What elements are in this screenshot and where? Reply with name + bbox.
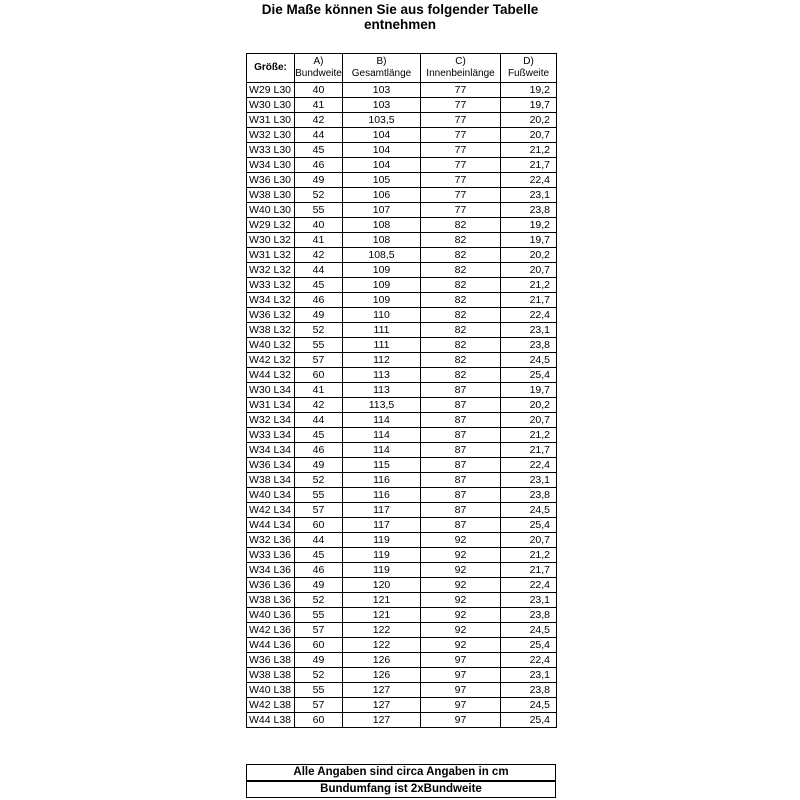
cell-fussweite: 24,5 <box>501 698 557 713</box>
table-row <box>247 113 557 128</box>
cell-gesamtlaenge: 121 <box>343 593 421 608</box>
cell-size: W44 L38 <box>247 713 295 728</box>
column-letter-c: C) <box>455 56 466 67</box>
cell-innenbeinlaenge: 77 <box>421 98 501 113</box>
cell-fussweite: 20,2 <box>501 248 557 263</box>
cell-innenbeinlaenge: 87 <box>421 398 501 413</box>
cell-innenbeinlaenge: 92 <box>421 623 501 638</box>
table-row <box>247 98 557 113</box>
table-row <box>247 578 557 593</box>
cell-size: W33 L36 <box>247 548 295 563</box>
cell-gesamtlaenge: 117 <box>343 503 421 518</box>
cell-bundweite: 46 <box>295 563 343 578</box>
table-row <box>247 308 557 323</box>
cell-innenbeinlaenge: 87 <box>421 383 501 398</box>
cell-innenbeinlaenge: 77 <box>421 128 501 143</box>
cell-innenbeinlaenge: 87 <box>421 458 501 473</box>
cell-fussweite: 21,2 <box>501 548 557 563</box>
cell-bundweite: 49 <box>295 173 343 188</box>
cell-size: W32 L36 <box>247 533 295 548</box>
cell-innenbeinlaenge: 82 <box>421 233 501 248</box>
table-row <box>247 278 557 293</box>
table-row <box>247 623 557 638</box>
cell-bundweite: 45 <box>295 428 343 443</box>
cell-gesamtlaenge: 121 <box>343 608 421 623</box>
cell-fussweite: 22,4 <box>501 578 557 593</box>
cell-size: W32 L34 <box>247 413 295 428</box>
cell-fussweite: 24,5 <box>501 353 557 368</box>
cell-bundweite: 42 <box>295 113 343 128</box>
cell-gesamtlaenge: 122 <box>343 623 421 638</box>
cell-innenbeinlaenge: 92 <box>421 533 501 548</box>
cell-innenbeinlaenge: 82 <box>421 293 501 308</box>
cell-innenbeinlaenge: 87 <box>421 443 501 458</box>
cell-bundweite: 55 <box>295 608 343 623</box>
cell-size: W31 L30 <box>247 113 295 128</box>
cell-gesamtlaenge: 116 <box>343 488 421 503</box>
table-row <box>247 713 557 728</box>
cell-innenbeinlaenge: 92 <box>421 638 501 653</box>
cell-innenbeinlaenge: 82 <box>421 353 501 368</box>
cell-size: W32 L32 <box>247 263 295 278</box>
cell-gesamtlaenge: 114 <box>343 428 421 443</box>
cell-fussweite: 22,4 <box>501 653 557 668</box>
cell-size: W34 L36 <box>247 563 295 578</box>
table-row <box>247 533 557 548</box>
cell-innenbeinlaenge: 87 <box>421 503 501 518</box>
table-row <box>247 653 557 668</box>
cell-size: W40 L36 <box>247 608 295 623</box>
cell-bundweite: 55 <box>295 683 343 698</box>
cell-bundweite: 52 <box>295 473 343 488</box>
cell-fussweite: 24,5 <box>501 623 557 638</box>
cell-bundweite: 44 <box>295 263 343 278</box>
cell-gesamtlaenge: 111 <box>343 338 421 353</box>
footnote-approximate: Alle Angaben sind circa Angaben in cm <box>246 764 556 781</box>
cell-gesamtlaenge: 108 <box>343 218 421 233</box>
cell-size: W34 L32 <box>247 293 295 308</box>
cell-fussweite: 19,2 <box>501 83 557 98</box>
cell-bundweite: 44 <box>295 128 343 143</box>
cell-gesamtlaenge: 108,5 <box>343 248 421 263</box>
cell-innenbeinlaenge: 87 <box>421 488 501 503</box>
cell-bundweite: 44 <box>295 413 343 428</box>
cell-gesamtlaenge: 119 <box>343 533 421 548</box>
cell-gesamtlaenge: 107 <box>343 203 421 218</box>
column-header-bundweite <box>295 54 343 83</box>
cell-bundweite: 42 <box>295 248 343 263</box>
cell-size: W33 L30 <box>247 143 295 158</box>
table-row <box>247 398 557 413</box>
cell-fussweite: 23,1 <box>501 668 557 683</box>
cell-size: W38 L34 <box>247 473 295 488</box>
footnote-waist-circumference: Bundumfang ist 2xBundweite <box>246 781 556 798</box>
cell-fussweite: 23,8 <box>501 608 557 623</box>
cell-fussweite: 23,1 <box>501 473 557 488</box>
table-row <box>247 608 557 623</box>
cell-innenbeinlaenge: 77 <box>421 203 501 218</box>
cell-bundweite: 49 <box>295 458 343 473</box>
cell-fussweite: 23,8 <box>501 338 557 353</box>
cell-bundweite: 44 <box>295 533 343 548</box>
cell-innenbeinlaenge: 97 <box>421 653 501 668</box>
cell-gesamtlaenge: 105 <box>343 173 421 188</box>
cell-fussweite: 22,4 <box>501 458 557 473</box>
cell-bundweite: 55 <box>295 338 343 353</box>
cell-innenbeinlaenge: 82 <box>421 263 501 278</box>
cell-fussweite: 25,4 <box>501 368 557 383</box>
cell-bundweite: 55 <box>295 488 343 503</box>
table-row <box>247 338 557 353</box>
cell-bundweite: 42 <box>295 398 343 413</box>
table-row <box>247 443 557 458</box>
table-row <box>247 668 557 683</box>
size-table-body <box>247 83 557 728</box>
cell-innenbeinlaenge: 77 <box>421 158 501 173</box>
cell-fussweite: 21,7 <box>501 158 557 173</box>
cell-bundweite: 45 <box>295 548 343 563</box>
cell-bundweite: 52 <box>295 668 343 683</box>
cell-size: W30 L30 <box>247 98 295 113</box>
cell-size: W42 L36 <box>247 623 295 638</box>
cell-fussweite: 19,7 <box>501 98 557 113</box>
cell-bundweite: 57 <box>295 623 343 638</box>
cell-innenbeinlaenge: 92 <box>421 593 501 608</box>
cell-size: W42 L32 <box>247 353 295 368</box>
cell-gesamtlaenge: 122 <box>343 638 421 653</box>
cell-size: W36 L38 <box>247 653 295 668</box>
column-label-gesamtlaenge: Gesamtlänge <box>351 68 412 79</box>
table-row <box>247 173 557 188</box>
cell-size: W34 L34 <box>247 443 295 458</box>
table-row <box>247 563 557 578</box>
cell-fussweite: 23,1 <box>501 593 557 608</box>
cell-bundweite: 55 <box>295 203 343 218</box>
cell-size: W40 L34 <box>247 488 295 503</box>
cell-fussweite: 24,5 <box>501 503 557 518</box>
table-row <box>247 503 557 518</box>
cell-innenbeinlaenge: 97 <box>421 713 501 728</box>
cell-size: W42 L34 <box>247 503 295 518</box>
cell-fussweite: 23,8 <box>501 203 557 218</box>
column-label-fussweite: Fußweite <box>507 68 550 79</box>
table-row <box>247 203 557 218</box>
cell-bundweite: 46 <box>295 293 343 308</box>
cell-size: W40 L38 <box>247 683 295 698</box>
cell-innenbeinlaenge: 77 <box>421 83 501 98</box>
cell-gesamtlaenge: 117 <box>343 518 421 533</box>
table-row <box>247 383 557 398</box>
table-row <box>247 518 557 533</box>
cell-gesamtlaenge: 114 <box>343 443 421 458</box>
cell-innenbeinlaenge: 82 <box>421 308 501 323</box>
cell-fussweite: 23,8 <box>501 683 557 698</box>
cell-fussweite: 20,7 <box>501 263 557 278</box>
column-letter-a: A) <box>313 56 324 67</box>
title-line-2: entnehmen <box>363 17 436 32</box>
column-letter-b: B) <box>376 56 387 67</box>
table-row <box>247 428 557 443</box>
cell-gesamtlaenge: 109 <box>343 278 421 293</box>
cell-innenbeinlaenge: 92 <box>421 608 501 623</box>
cell-innenbeinlaenge: 92 <box>421 578 501 593</box>
cell-innenbeinlaenge: 92 <box>421 563 501 578</box>
table-row <box>247 83 557 98</box>
column-header-size: Größe: <box>247 54 295 83</box>
cell-gesamtlaenge: 126 <box>343 653 421 668</box>
cell-fussweite: 19,7 <box>501 383 557 398</box>
cell-fussweite: 19,2 <box>501 218 557 233</box>
cell-bundweite: 41 <box>295 233 343 248</box>
cell-size: W38 L32 <box>247 323 295 338</box>
cell-size: W40 L30 <box>247 203 295 218</box>
cell-bundweite: 45 <box>295 143 343 158</box>
cell-fussweite: 21,7 <box>501 443 557 458</box>
table-row <box>247 233 557 248</box>
cell-fussweite: 21,7 <box>501 293 557 308</box>
cell-gesamtlaenge: 112 <box>343 353 421 368</box>
table-row <box>247 323 557 338</box>
cell-fussweite: 25,4 <box>501 713 557 728</box>
table-row <box>247 473 557 488</box>
cell-gesamtlaenge: 109 <box>343 263 421 278</box>
table-row <box>247 458 557 473</box>
cell-bundweite: 45 <box>295 278 343 293</box>
table-row <box>247 413 557 428</box>
cell-size: W36 L36 <box>247 578 295 593</box>
cell-bundweite: 40 <box>295 218 343 233</box>
cell-innenbeinlaenge: 77 <box>421 188 501 203</box>
cell-size: W38 L36 <box>247 593 295 608</box>
table-row <box>247 353 557 368</box>
cell-bundweite: 41 <box>295 98 343 113</box>
cell-gesamtlaenge: 126 <box>343 668 421 683</box>
table-row <box>247 218 557 233</box>
cell-bundweite: 57 <box>295 698 343 713</box>
column-header-innenbeinlaenge <box>421 54 501 83</box>
cell-bundweite: 46 <box>295 443 343 458</box>
table-row <box>247 683 557 698</box>
cell-gesamtlaenge: 127 <box>343 698 421 713</box>
table-row <box>247 593 557 608</box>
cell-size: W29 L30 <box>247 83 295 98</box>
cell-bundweite: 40 <box>295 83 343 98</box>
cell-innenbeinlaenge: 82 <box>421 323 501 338</box>
cell-size: W36 L30 <box>247 173 295 188</box>
cell-bundweite: 52 <box>295 593 343 608</box>
table-row <box>247 263 557 278</box>
cell-gesamtlaenge: 104 <box>343 143 421 158</box>
cell-gesamtlaenge: 114 <box>343 413 421 428</box>
cell-bundweite: 60 <box>295 368 343 383</box>
cell-innenbeinlaenge: 87 <box>421 473 501 488</box>
cell-innenbeinlaenge: 92 <box>421 548 501 563</box>
cell-innenbeinlaenge: 82 <box>421 218 501 233</box>
cell-size: W40 L32 <box>247 338 295 353</box>
cell-size: W44 L32 <box>247 368 295 383</box>
cell-size: W38 L38 <box>247 668 295 683</box>
cell-size: W31 L34 <box>247 398 295 413</box>
cell-innenbeinlaenge: 97 <box>421 698 501 713</box>
cell-size: W31 L32 <box>247 248 295 263</box>
cell-size: W36 L34 <box>247 458 295 473</box>
table-row <box>247 293 557 308</box>
cell-fussweite: 25,4 <box>501 638 557 653</box>
cell-size: W33 L34 <box>247 428 295 443</box>
table-row <box>247 248 557 263</box>
cell-fussweite: 20,2 <box>501 113 557 128</box>
cell-size: W30 L32 <box>247 233 295 248</box>
cell-innenbeinlaenge: 82 <box>421 368 501 383</box>
cell-fussweite: 20,7 <box>501 128 557 143</box>
cell-innenbeinlaenge: 87 <box>421 428 501 443</box>
cell-size: W44 L36 <box>247 638 295 653</box>
table-header-row <box>247 54 557 83</box>
cell-bundweite: 52 <box>295 323 343 338</box>
cell-size: W36 L32 <box>247 308 295 323</box>
cell-bundweite: 46 <box>295 158 343 173</box>
cell-gesamtlaenge: 109 <box>343 293 421 308</box>
page-title <box>0 2 800 32</box>
table-row <box>247 143 557 158</box>
column-label-bundweite: Bundweite <box>295 68 342 79</box>
cell-bundweite: 41 <box>295 383 343 398</box>
column-header-gesamtlaenge <box>343 54 421 83</box>
cell-innenbeinlaenge: 82 <box>421 278 501 293</box>
size-table <box>246 53 557 728</box>
cell-innenbeinlaenge: 77 <box>421 173 501 188</box>
cell-fussweite: 19,7 <box>501 233 557 248</box>
cell-fussweite: 23,1 <box>501 323 557 338</box>
cell-fussweite: 21,7 <box>501 563 557 578</box>
cell-bundweite: 49 <box>295 578 343 593</box>
cell-size: W38 L30 <box>247 188 295 203</box>
cell-gesamtlaenge: 104 <box>343 158 421 173</box>
cell-gesamtlaenge: 103 <box>343 83 421 98</box>
title-line-1: Die Maße können Sie aus folgender Tabelle <box>261 2 539 17</box>
cell-innenbeinlaenge: 87 <box>421 413 501 428</box>
table-row <box>247 548 557 563</box>
column-label-innenbeinlaenge: Innenbeinlänge <box>426 68 495 79</box>
cell-gesamtlaenge: 103,5 <box>343 113 421 128</box>
cell-fussweite: 20,7 <box>501 533 557 548</box>
table-row <box>247 638 557 653</box>
cell-fussweite: 20,2 <box>501 398 557 413</box>
cell-innenbeinlaenge: 82 <box>421 338 501 353</box>
cell-innenbeinlaenge: 97 <box>421 668 501 683</box>
cell-size: W42 L38 <box>247 698 295 713</box>
column-header-fussweite <box>501 54 557 83</box>
cell-gesamtlaenge: 113 <box>343 383 421 398</box>
cell-bundweite: 60 <box>295 713 343 728</box>
cell-fussweite: 25,4 <box>501 518 557 533</box>
cell-innenbeinlaenge: 97 <box>421 683 501 698</box>
cell-gesamtlaenge: 106 <box>343 188 421 203</box>
table-row <box>247 128 557 143</box>
cell-gesamtlaenge: 119 <box>343 563 421 578</box>
table-row <box>247 188 557 203</box>
cell-fussweite: 21,2 <box>501 143 557 158</box>
cell-size: W33 L32 <box>247 278 295 293</box>
cell-size: W34 L30 <box>247 158 295 173</box>
cell-fussweite: 20,7 <box>501 413 557 428</box>
cell-bundweite: 57 <box>295 503 343 518</box>
cell-size: W29 L32 <box>247 218 295 233</box>
cell-size: W30 L34 <box>247 383 295 398</box>
cell-gesamtlaenge: 108 <box>343 233 421 248</box>
cell-bundweite: 52 <box>295 188 343 203</box>
cell-bundweite: 49 <box>295 653 343 668</box>
cell-gesamtlaenge: 104 <box>343 128 421 143</box>
cell-gesamtlaenge: 127 <box>343 683 421 698</box>
cell-innenbeinlaenge: 77 <box>421 143 501 158</box>
cell-fussweite: 22,4 <box>501 173 557 188</box>
cell-fussweite: 22,4 <box>501 308 557 323</box>
cell-gesamtlaenge: 120 <box>343 578 421 593</box>
cell-bundweite: 57 <box>295 353 343 368</box>
cell-bundweite: 60 <box>295 518 343 533</box>
cell-size: W44 L34 <box>247 518 295 533</box>
table-row <box>247 368 557 383</box>
cell-gesamtlaenge: 127 <box>343 713 421 728</box>
cell-gesamtlaenge: 116 <box>343 473 421 488</box>
cell-size: W32 L30 <box>247 128 295 143</box>
cell-fussweite: 23,8 <box>501 488 557 503</box>
table-row <box>247 488 557 503</box>
cell-fussweite: 21,2 <box>501 278 557 293</box>
cell-gesamtlaenge: 113,5 <box>343 398 421 413</box>
cell-gesamtlaenge: 119 <box>343 548 421 563</box>
cell-bundweite: 60 <box>295 638 343 653</box>
cell-fussweite: 23,1 <box>501 188 557 203</box>
cell-innenbeinlaenge: 82 <box>421 248 501 263</box>
cell-innenbeinlaenge: 77 <box>421 113 501 128</box>
table-row <box>247 698 557 713</box>
cell-bundweite: 49 <box>295 308 343 323</box>
cell-gesamtlaenge: 115 <box>343 458 421 473</box>
cell-gesamtlaenge: 111 <box>343 323 421 338</box>
cell-innenbeinlaenge: 87 <box>421 518 501 533</box>
cell-fussweite: 21,2 <box>501 428 557 443</box>
cell-gesamtlaenge: 110 <box>343 308 421 323</box>
cell-gesamtlaenge: 103 <box>343 98 421 113</box>
column-letter-d: D) <box>523 56 534 67</box>
cell-gesamtlaenge: 113 <box>343 368 421 383</box>
table-row <box>247 158 557 173</box>
